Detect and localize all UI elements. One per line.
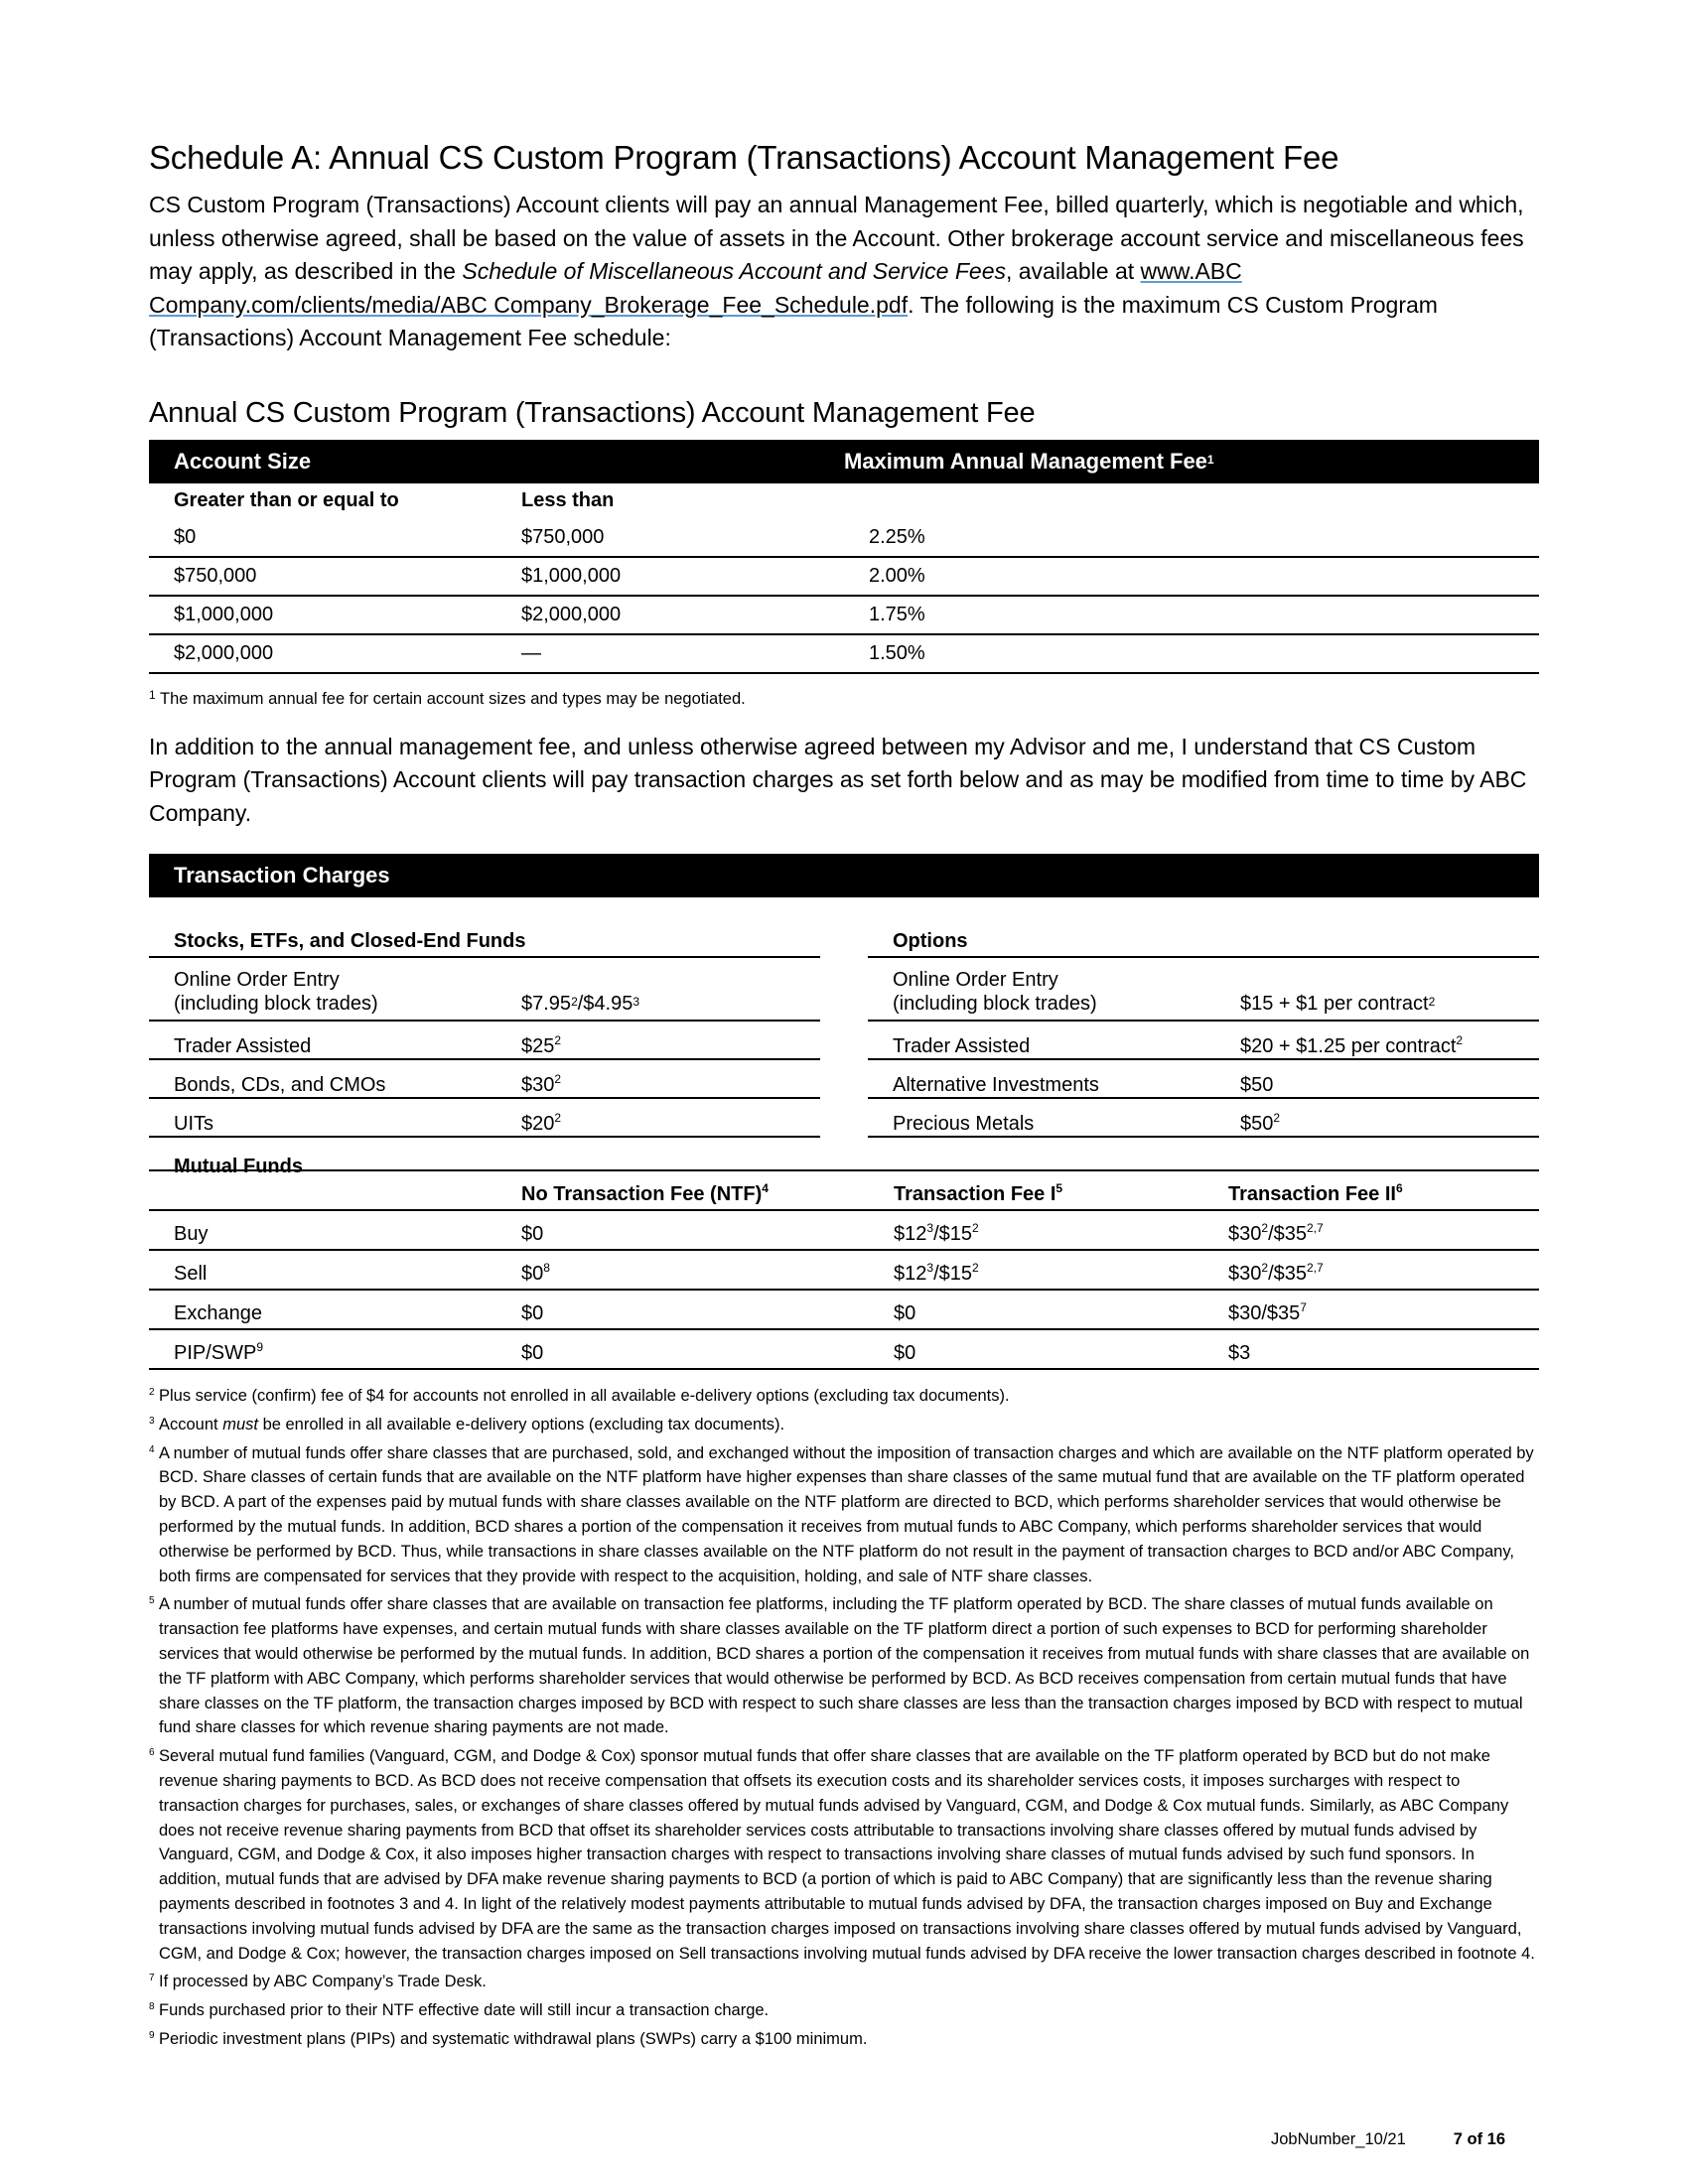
- row-label: [149, 957, 496, 1021]
- footnote-ref: 8: [543, 1261, 550, 1275]
- footnote-ref: 2: [554, 1072, 562, 1086]
- footnote-ref: 6: [1395, 1181, 1403, 1195]
- value-part: /$35: [1268, 1263, 1307, 1285]
- account-max: $2,000,000: [496, 596, 844, 634]
- value-part: $25: [521, 1035, 555, 1057]
- label-part: PIP/SWP: [174, 1342, 257, 1364]
- account-size-header: Account Size: [174, 448, 312, 474]
- value-part: $0: [521, 1263, 544, 1285]
- row-value: [1215, 957, 1539, 1021]
- ntf-value: $0: [496, 1290, 869, 1329]
- row-value: [496, 1098, 820, 1137]
- tf2-value: $3: [1203, 1329, 1539, 1369]
- intro-text-3: . The following is the maximum CS Custom Program (Transactions) Account Management Fee schedule:: [149, 291, 1438, 350]
- ntf-value: $0: [496, 1329, 869, 1369]
- footnote-ref: 2: [1261, 1261, 1269, 1275]
- mutual-funds-header-row: [149, 1171, 1539, 1210]
- account-min: $0: [149, 519, 496, 557]
- footnote-text: If processed by ABC Company’s Trade Desk.: [159, 1973, 487, 1991]
- footnote-ref: 2: [554, 1033, 562, 1047]
- footnote-text: Plus service (confirm) fee of $4 for accounts not enrolled in all available e-delivery options (excluding tax documents).: [159, 1387, 1010, 1405]
- value-part: $12: [894, 1263, 927, 1285]
- footnote-ref: 2: [1456, 1033, 1464, 1047]
- account-min: $750,000: [149, 557, 496, 596]
- tf1-value: $0: [869, 1290, 1203, 1329]
- account-min: $1,000,000: [149, 596, 496, 634]
- row-label: Exchange: [149, 1290, 496, 1329]
- row-value: [496, 1059, 820, 1098]
- value-part: /$15: [933, 1223, 972, 1245]
- tf2-value: [1203, 1210, 1539, 1250]
- table-row: [149, 634, 1539, 673]
- footnote-number: 8: [149, 2001, 155, 2013]
- table-row: [149, 1210, 1539, 1250]
- tf1-value: $0: [869, 1329, 1203, 1369]
- footnote-ref: 1: [1206, 452, 1214, 467]
- footnote-text: be enrolled in all available e-delivery options (excluding tax documents).: [257, 1415, 785, 1433]
- footnote-9: [149, 2027, 1539, 2052]
- row-label: Bonds, CDs, and CMOs: [149, 1059, 496, 1098]
- footnote-ref: 3: [633, 995, 640, 1009]
- value-part: $7.95: [521, 993, 572, 1015]
- value-part: $30/$35: [1228, 1302, 1301, 1324]
- value-part: $30: [1228, 1263, 1262, 1285]
- page-title: Schedule A: Annual CS Custom Program (Transactions) Account Management Fee: [149, 139, 1339, 176]
- tf1-value: [869, 1250, 1203, 1290]
- footnote-number: 1: [149, 687, 156, 702]
- value-part: $30: [1228, 1223, 1262, 1245]
- footnote-text: The maximum annual fee for certain account sizes and types may be negotiated.: [159, 689, 746, 708]
- tf1-value: [869, 1210, 1203, 1250]
- footnote-ref: 2: [972, 1221, 979, 1235]
- stocks-table: [149, 919, 820, 1138]
- footnote-ref: 2: [1428, 995, 1436, 1009]
- header-label: Transaction Fee II: [1228, 1183, 1396, 1205]
- table-row: [149, 1098, 820, 1137]
- min-column-header: Greater than or equal to: [174, 489, 399, 511]
- footnote-ref: 2,7: [1307, 1261, 1324, 1275]
- row-label-line-2: (including block trades): [174, 993, 378, 1015]
- row-label: Precious Metals: [868, 1098, 1215, 1137]
- footnote-2: [149, 1384, 1539, 1409]
- row-label: Alternative Investments: [868, 1059, 1215, 1098]
- table-row: [149, 1059, 820, 1098]
- row-value: [496, 957, 820, 1021]
- row-label: Trader Assisted: [868, 1021, 1215, 1059]
- footnote-ref: 3: [926, 1261, 934, 1275]
- value-part: $15 + $1 per contract: [1240, 993, 1429, 1015]
- table-row: [149, 957, 820, 1021]
- transaction-charges-header: [149, 854, 1539, 897]
- intro-paragraph: [149, 189, 1539, 355]
- value-part: $50: [1240, 1113, 1274, 1135]
- intro-text-1: CS Custom Program (Transactions) Account clients will pay an annual Management Fee, billed quarterly, which is negotiable and which, unless otherwise agreed, shall be based on the value of assets in the Account. Other brokerage account service and miscellaneous fees may apply, as described in the: [149, 192, 1524, 284]
- footnote-ref: 2: [554, 1111, 562, 1125]
- intro-text-2: , available at: [1005, 258, 1141, 284]
- footnote-number: 9: [149, 2029, 155, 2041]
- fee-table-header: [149, 440, 1539, 483]
- row-label-line-1: Online Order Entry: [174, 969, 340, 991]
- footnote-5: [149, 1592, 1539, 1740]
- row-value: [496, 1021, 820, 1059]
- footnote-ref: 4: [762, 1181, 769, 1195]
- job-number: JobNumber_10/21: [1271, 2130, 1406, 2148]
- footnote-ref: 2,7: [1307, 1221, 1324, 1235]
- footnote-ref: 7: [1300, 1300, 1307, 1314]
- tf2-value: [1203, 1250, 1539, 1290]
- footnote-text: A number of mutual funds offer share classes that are available on transaction fee platforms, including the TF platform operated by BCD. The share classes of mutual funds available on transaction fee platforms have expenses, and certain mutual funds with share classes available on the TF platform direct a portion of such expenses to BCD for performing shareholder services that would otherwise be performed by the mutual funds. In addition, BCD shares a portion of the compensation it receives from mutual funds with share classes that are available on the TF platform with ABC Company, which performs shareholder services that would otherwise be performed by BCD. As BCD receives compensation from certain mutual funds that have share classes on the TF platform, the transaction charges imposed by BCD with respect to such share classes are less than the transaction charges imposed by BCD with respect to mutual fund share classes for which revenue sharing payments are not made.: [159, 1595, 1530, 1737]
- transaction-intro-paragraph: In addition to the annual management fee, and unless otherwise agreed between my Advisor and me, I understand that CS Custom Program (Transactions) Account clients will pay transaction charges as set forth below and as may be modified from time to time by ABC Company.: [149, 733, 1527, 826]
- value-part: $30: [521, 1074, 555, 1096]
- account-min: $2,000,000: [149, 634, 496, 673]
- fee-rate: 2.25%: [844, 519, 1539, 557]
- table-row: [868, 1059, 1539, 1098]
- row-label: [868, 957, 1215, 1021]
- mutual-funds-table: [149, 1171, 1539, 1370]
- fee-rate: 1.50%: [844, 634, 1539, 673]
- table-row: [149, 1329, 1539, 1369]
- ntf-header: [496, 1171, 869, 1210]
- fee-schedule-link[interactable]: www.ABC Company.com/clients/media/ABC Company_Brokerage_Fee_Schedule.pdf: [149, 258, 1242, 318]
- stocks-heading: Stocks, ETFs, and Closed-End Funds: [149, 919, 820, 957]
- max-fee-header: [844, 440, 1214, 483]
- account-max: $1,000,000: [496, 557, 844, 596]
- row-value: [1215, 1021, 1539, 1059]
- tf1-header: [869, 1171, 1203, 1210]
- table-row: [868, 1098, 1539, 1137]
- mutual-funds-heading: Mutual Funds: [149, 1138, 1539, 1171]
- row-label: UITs: [149, 1098, 496, 1137]
- fee-footnote: [149, 687, 1539, 709]
- row-label: Trader Assisted: [149, 1021, 496, 1059]
- footnote-ref: 2: [1273, 1111, 1281, 1125]
- value-part: $12: [894, 1223, 927, 1245]
- options-heading: Options: [868, 919, 1539, 957]
- footnote-text: Several mutual fund families (Vanguard, CGM, and Dodge & Cox) sponsor mutual funds that offer share classes that are available on the TF platform operated by BCD but do not make revenue sharing payments to BCD. As BCD does not receive compensation that offsets its execution costs and its shareholder services costs, it imposes surcharges with respect to transaction charges for purchases, sales, or exchanges of share classes offered by mutual funds advised by Vanguard, CGM, and Dodge & Cox mutual funds. Similarly, as ABC Company does not receive revenue sharing payments from BCD that offset its shareholder services costs attributable to transactions involving share classes offered by mutual funds advised by Vanguard, CGM, and Dodge & Cox, it also imposes higher transaction charges with respect to transactions involving share classes of mutual funds advised by such fund sponsors. In addition, mutual funds that are advised by DFA make revenue sharing payments to BCD (a portion of which is paid to ABC Company) that are significantly less than the revenue sharing payments described in footnotes 3 and 4. In light of the relatively modest payments attributable to mutual funds advised by DFA, the transaction charges imposed on Buy and Exchange transactions involving mutual funds advised by DFA are the same as the transaction charges imposed on transactions involving share classes offered by mutual funds advised by Vanguard, CGM, and Dodge & Cox; however, the transaction charges imposed on Sell transactions involving mutual funds advised by DFA receive the lower transaction charges described in footnote 4.: [159, 1747, 1535, 1963]
- table-row: [868, 957, 1539, 1021]
- stocks-section: [149, 919, 820, 1138]
- footnote-4: [149, 1441, 1539, 1589]
- table-row: [149, 557, 1539, 596]
- footnote-text: Funds purchased prior to their NTF effective date will still incur a transaction charge.: [159, 2001, 770, 2020]
- table-row: [149, 1250, 1539, 1290]
- footnote-text: Account: [159, 1415, 223, 1433]
- table-row: [149, 1290, 1539, 1329]
- row-label: Sell: [149, 1250, 496, 1290]
- value-part: $20 + $1.25 per contract: [1240, 1035, 1457, 1057]
- row-label: Buy: [149, 1210, 496, 1250]
- page-content: [149, 139, 1539, 2056]
- table-row: [868, 1021, 1539, 1059]
- row-label: [149, 1329, 496, 1369]
- fee-rate: 1.75%: [844, 596, 1539, 634]
- value-part: $20: [521, 1113, 555, 1135]
- options-table: [868, 919, 1539, 1138]
- footnote-text: Periodic investment plans (PIPs) and systematic withdrawal plans (SWPs) carry a $100 minimum.: [159, 2029, 868, 2048]
- footnote-7: [149, 1970, 1539, 1994]
- transaction-charges-title: Transaction Charges: [174, 863, 390, 887]
- table-row: [149, 596, 1539, 634]
- ntf-value: $0: [496, 1210, 869, 1250]
- transaction-grid: [149, 919, 1539, 1138]
- footnote-number: 4: [149, 1443, 155, 1455]
- footnote-6: [149, 1744, 1539, 1966]
- footnote-ref: 2: [972, 1261, 979, 1275]
- footnote-number: 3: [149, 1415, 155, 1427]
- page-number: 7 of 16: [1453, 2130, 1506, 2148]
- account-max: $750,000: [496, 519, 844, 557]
- fee-rate: 2.00%: [844, 557, 1539, 596]
- value-part: /$4.95: [577, 993, 633, 1015]
- footnote-text: A number of mutual funds offer share classes that are purchased, sold, and exchanged without the imposition of transaction charges and which are available on the NTF platform operated by BCD. Share classes of certain funds that are available on the NTF platform have higher expenses than share classes of the same mutual fund that are available on the TF platform operated by BCD. A part of the expenses paid by mutual funds with share classes available on the NTF platform are directed to BCD, which performs shareholder services that would otherwise be performed by the mutual funds. In addition, BCD shares a portion of the compensation it receives from mutual funds to ABC Company, which performs shareholder services that would otherwise be performed by BCD. Thus, while transactions in share classes available on the NTF platform do not result in the payment of transaction charges to BCD and/or ABC Company, both firms are compensated for services that they provide with respect to the acquisition, holding, and sale of NTF share classes.: [159, 1443, 1534, 1585]
- fee-table-title: Annual CS Custom Program (Transactions) Account Management Fee: [149, 396, 1036, 429]
- value-part: /$35: [1268, 1223, 1307, 1245]
- table-row: [149, 1021, 820, 1059]
- account-max: —: [496, 634, 844, 673]
- ntf-value: [496, 1250, 869, 1290]
- table-row: [149, 519, 1539, 557]
- footnote-number: 7: [149, 1973, 155, 1984]
- fee-schedule-title: Schedule of Miscellaneous Account and Service Fees: [462, 258, 1006, 284]
- footnote-number: 2: [149, 1387, 155, 1398]
- header-label: Transaction Fee I: [894, 1183, 1056, 1205]
- footnote-ref: 3: [926, 1221, 934, 1235]
- tf2-value: [1203, 1290, 1539, 1329]
- footnote-ref: 5: [1055, 1181, 1063, 1195]
- page-footer: [1271, 2130, 1505, 2149]
- footnote-number: 5: [149, 1595, 155, 1607]
- row-value: [1215, 1098, 1539, 1137]
- options-section: [868, 919, 1539, 1138]
- row-label-line-2: (including block trades): [893, 993, 1097, 1015]
- row-label-line-1: Online Order Entry: [893, 969, 1058, 991]
- max-column-header: Less than: [521, 489, 615, 511]
- header-label: No Transaction Fee (NTF): [521, 1183, 763, 1205]
- value-part: /$15: [933, 1263, 972, 1285]
- footnote-emphasis: must: [222, 1415, 258, 1433]
- footnote-ref: 2: [1261, 1221, 1269, 1235]
- row-value: $50: [1215, 1059, 1539, 1098]
- fee-subheader-row: [149, 483, 1539, 519]
- footnotes: [149, 1384, 1539, 2052]
- tf2-header: [1203, 1171, 1539, 1210]
- max-fee-header-label: Maximum Annual Management Fee: [844, 448, 1207, 474]
- footnote-3: [149, 1413, 1539, 1437]
- footnote-number: 6: [149, 1747, 155, 1759]
- footnote-ref: 2: [571, 995, 578, 1009]
- footnote-ref: 9: [256, 1340, 264, 1354]
- fee-table: [149, 483, 1539, 674]
- footnote-8: [149, 1998, 1539, 2023]
